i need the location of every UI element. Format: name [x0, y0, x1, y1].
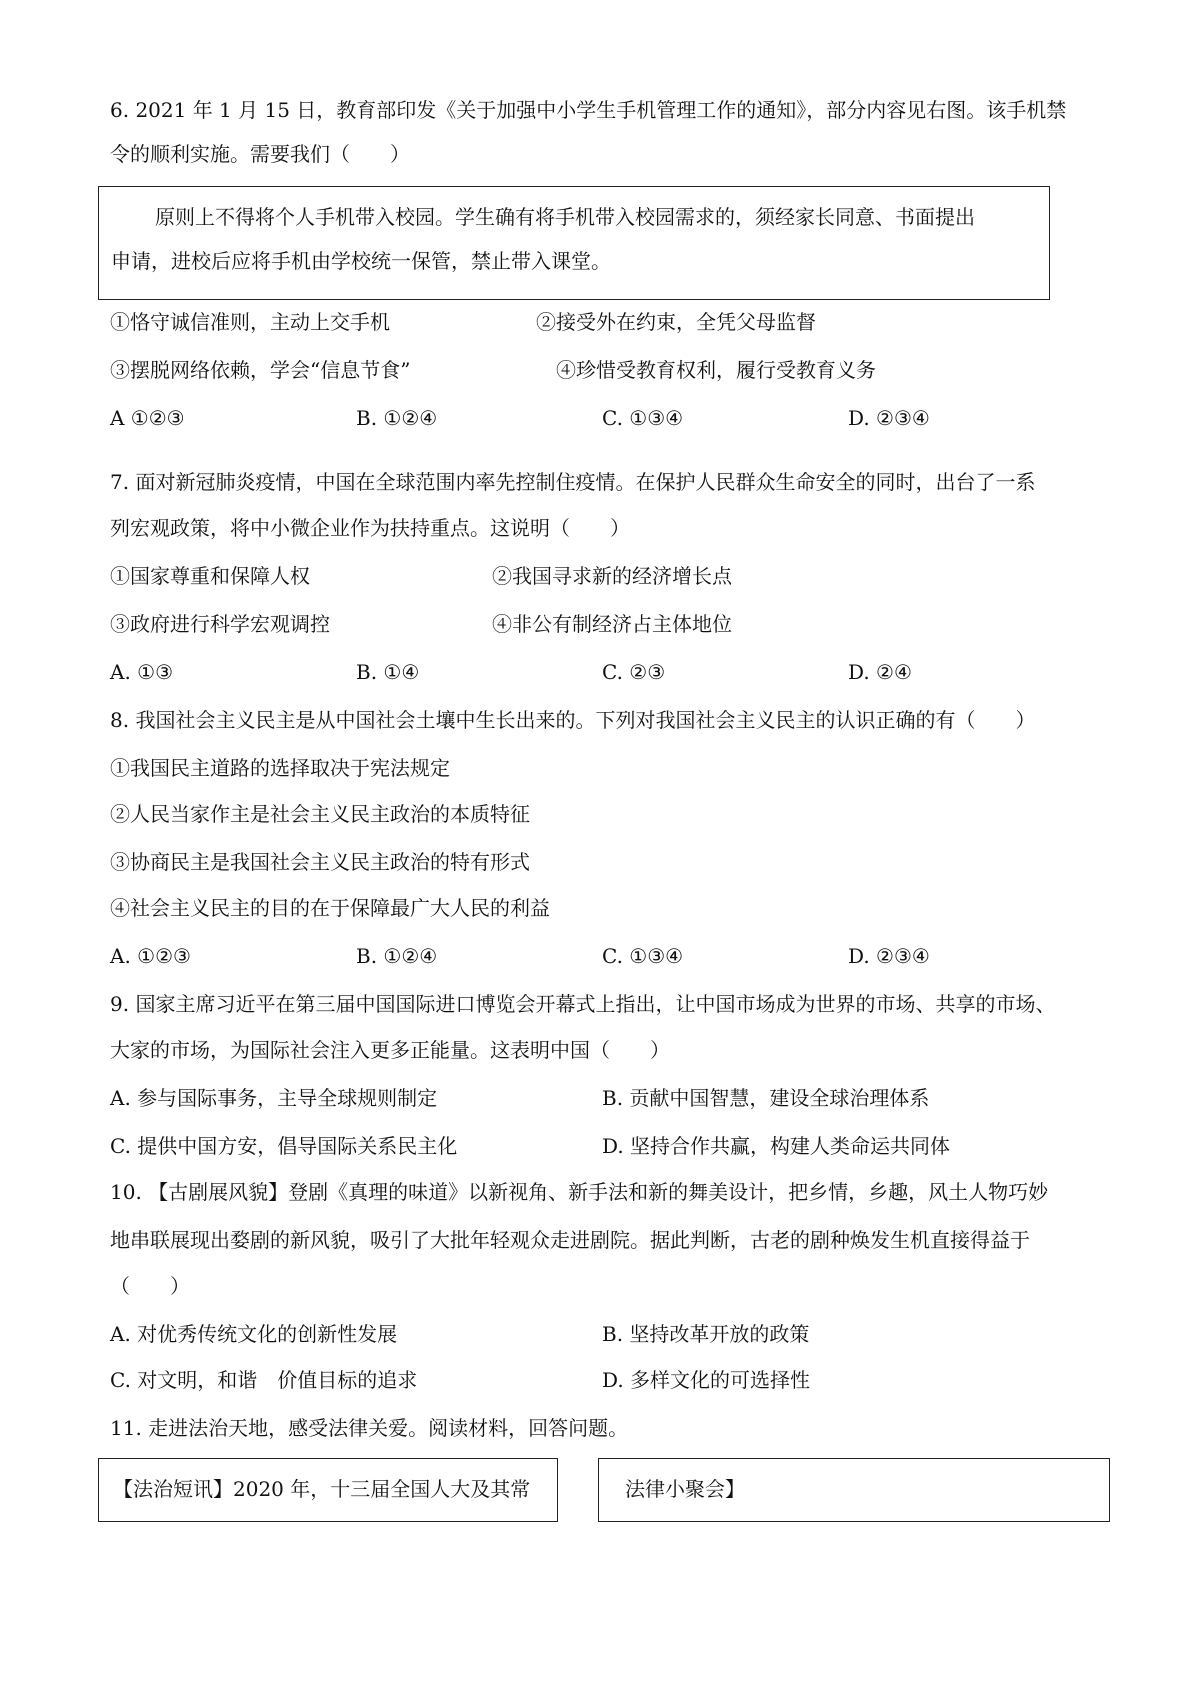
q8-item-3: ③协商民主是我国社会主义民主政治的特有形式 [110, 850, 530, 874]
q6-stem-line1: 6. 2021 年 1 月 15 日，教育部印发《关于加强中小学生手机管理工作的通知》，部分内容见右图。该手机禁 [110, 98, 1067, 122]
q8-item-1: ①我国民主道路的选择取决于宪法规定 [110, 756, 450, 780]
q7-item-3: ③政府进行科学宏观调控 [110, 612, 330, 636]
q9-option-d[interactable]: D. 坚持合作共赢，构建人类命运共同体 [602, 1134, 951, 1158]
q6-option-d[interactable]: D. ②③④ [848, 406, 930, 430]
q7-item-1: ①国家尊重和保障人权 [110, 564, 310, 588]
q10-stem-line3: （ ） [110, 1274, 190, 1298]
q10-stem-line1: 10. 【古剧展风貌】登剧《真理的味道》以新视角、新手法和新的舞美设计，把乡情，乡趣，风土人物巧妙 [110, 1180, 1049, 1204]
q9-option-a[interactable]: A. 参与国际事务，主导全球规则制定 [110, 1086, 438, 1110]
q8-item-2: ②人民当家作主是社会主义民主政治的本质特征 [110, 802, 530, 826]
q11-box-left-text: 【法治短讯】2020 年，十三届全国人大及其常 [113, 1477, 531, 1501]
q8-option-c[interactable]: C. ①③④ [602, 944, 684, 968]
q6-stem-line2: 令的顺利实施。需要我们（ ） [110, 142, 410, 166]
q9-stem-line1: 9. 国家主席习近平在第三届中国国际进口博览会开幕式上指出，让中国市场成为世界的市场、共享的市场、 [110, 992, 1056, 1016]
q8-option-d[interactable]: D. ②③④ [848, 944, 930, 968]
q6-box-line2: 申请，进校后应将手机由学校统一保管，禁止带入课堂。 [111, 249, 611, 273]
q10-option-c[interactable]: C. 对文明，和谐 价值目标的追求 [110, 1368, 418, 1392]
q9-stem-line2: 大家的市场，为国际社会注入更多正能量。这表明中国（ ） [110, 1038, 670, 1062]
q8-option-b[interactable]: B. ①②④ [356, 944, 438, 968]
q10-stem-line2: 地串联展现出婺剧的新风貌，吸引了大批年轻观众走进剧院。据此判断，古老的剧种焕发生机直接得益于 [110, 1228, 1030, 1252]
q7-option-d[interactable]: D. ②④ [848, 660, 912, 684]
q6-option-a[interactable]: A ①②③ [110, 406, 185, 430]
q10-option-d[interactable]: D. 多样文化的可选择性 [602, 1368, 811, 1392]
q6-item-2: ②接受外在约束，全凭父母监督 [536, 310, 816, 334]
q7-option-a[interactable]: A. ①③ [110, 660, 174, 684]
q7-option-b[interactable]: B. ①④ [356, 660, 420, 684]
q6-item-3: ③摆脱网络依赖，学会“信息节食” [110, 358, 411, 382]
q11-material-box-left [98, 1458, 558, 1522]
q8-option-a[interactable]: A. ①②③ [110, 944, 191, 968]
q6-option-c[interactable]: C. ①③④ [602, 406, 684, 430]
q9-option-b[interactable]: B. 贡献中国智慧，建设全球治理体系 [602, 1086, 930, 1110]
q8-stem-line1: 8. 我国社会主义民主是从中国社会土壤中生长出来的。下列对我国社会主义民主的认识正确的有（ ） [110, 708, 1036, 732]
q6-option-b[interactable]: B. ①②④ [356, 406, 438, 430]
q6-box-line1: 原则上不得将个人手机带入校园。学生确有将手机带入校园需求的，须经家长同意、书面提出 [155, 205, 975, 229]
q11-material-box-right [598, 1458, 1110, 1522]
q11-stem-line1: 11. 走进法治天地，感受法律关爱。阅读材料，回答问题。 [110, 1416, 629, 1440]
q7-stem-line2: 列宏观政策，将中小微企业作为扶持重点。这说明（ ） [110, 516, 630, 540]
q7-item-2: ②我国寻求新的经济增长点 [492, 564, 732, 588]
q10-option-a[interactable]: A. 对优秀传统文化的创新性发展 [110, 1322, 398, 1346]
q7-option-c[interactable]: C. ②③ [602, 660, 666, 684]
q6-item-1: ①恪守诚信准则，主动上交手机 [110, 310, 390, 334]
q7-stem-line1: 7. 面对新冠肺炎疫情，中国在全球范围内率先控制住疫情。在保护人民群众生命安全的同时，出台了一系 [110, 470, 1036, 494]
q8-item-4: ④社会主义民主的目的在于保障最广大人民的利益 [110, 896, 550, 920]
q11-box-right-text: 法律小聚会】 [625, 1477, 745, 1501]
q10-option-b[interactable]: B. 坚持改革开放的政策 [602, 1322, 810, 1346]
q6-item-4: ④珍惜受教育权利，履行受教育义务 [556, 358, 876, 382]
q6-material-box [98, 186, 1050, 300]
q7-item-4: ④非公有制经济占主体地位 [492, 612, 732, 636]
q9-option-c[interactable]: C. 提供中国方安，倡导国际关系民主化 [110, 1134, 458, 1158]
